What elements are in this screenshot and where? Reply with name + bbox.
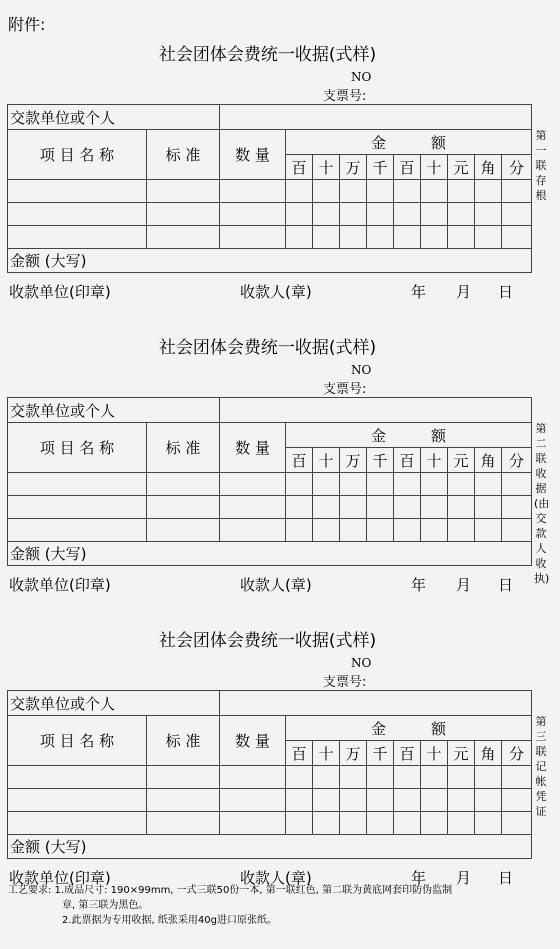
month-label: 月 [456,869,472,887]
table-cell[interactable] [421,789,448,812]
table-cell[interactable] [502,180,532,203]
table-cell[interactable] [502,496,532,519]
table-cell[interactable] [313,226,340,249]
process-note-line-2: 章, 第三联为黑色。 [62,900,149,911]
table-cell[interactable] [286,473,313,496]
receipt-title: 社会团体会费统一收据(式样) [158,338,377,358]
table-cell[interactable] [394,519,421,542]
table-cell[interactable] [421,496,448,519]
table-cell[interactable] [313,766,340,789]
table-cell[interactable] [394,766,421,789]
table-cell[interactable] [340,203,367,226]
year-label: 年 [411,283,427,301]
table-cell[interactable] [8,766,147,789]
table-cell[interactable] [8,203,147,226]
table-cell[interactable] [8,789,147,812]
digit-unit-1: 十 [313,741,340,766]
copy-side-label: 第二联收据(由交款人收执) [534,422,550,585]
table-row [8,789,532,812]
table-cell[interactable] [286,180,313,203]
digit-unit-6: 元 [448,155,475,180]
table-cell[interactable] [448,203,475,226]
table-cell[interactable] [367,473,394,496]
table-cell[interactable] [286,789,313,812]
payer-label: 交款单位或个人 [8,691,220,716]
quantity-header: 数 量 [220,423,286,473]
table-cell[interactable] [8,473,147,496]
digit-unit-4: 百 [394,448,421,473]
table-cell[interactable] [502,766,532,789]
attachment-label: 附件: [8,15,46,34]
table-cell[interactable] [475,473,502,496]
amount-header: 金 额 [286,423,532,448]
receipt-title: 社会团体会费统一收据(式样) [158,631,377,651]
month-label: 月 [456,576,472,594]
payer-label: 交款单位或个人 [8,105,220,130]
payer-field[interactable] [220,398,532,423]
digit-unit-5: 十 [421,448,448,473]
digit-unit-4: 百 [394,741,421,766]
table-cell[interactable] [340,789,367,812]
table-cell[interactable] [286,203,313,226]
table-cell[interactable] [394,496,421,519]
amount-header: 金 额 [286,130,532,155]
table-cell[interactable] [367,766,394,789]
table-cell[interactable] [475,789,502,812]
receipt-table [7,397,532,566]
digit-unit-6: 元 [448,448,475,473]
table-cell[interactable] [286,766,313,789]
table-cell[interactable] [340,519,367,542]
table-cell[interactable] [367,519,394,542]
table-cell[interactable] [394,180,421,203]
table-row [8,766,532,789]
table-row [8,473,532,496]
table-cell[interactable] [394,203,421,226]
table-cell[interactable] [220,766,286,789]
table-cell[interactable] [220,789,286,812]
table-row [8,496,532,519]
table-row [8,226,532,249]
table-cell[interactable] [448,519,475,542]
digit-unit-3: 千 [367,448,394,473]
table-cell[interactable] [475,226,502,249]
table-cell[interactable] [502,226,532,249]
table-cell[interactable] [448,180,475,203]
table-cell[interactable] [367,789,394,812]
digit-unit-5: 十 [421,155,448,180]
day-label: 日 [498,576,514,594]
table-cell[interactable] [220,496,286,519]
table-cell[interactable] [220,203,286,226]
item-name-header: 项 目 名 称 [8,130,147,180]
payer-label: 交款单位或个人 [8,398,220,423]
table-cell[interactable] [394,789,421,812]
receipt-table [7,690,532,859]
table-cell[interactable] [313,789,340,812]
table-cell[interactable] [421,473,448,496]
digit-unit-0: 百 [286,741,313,766]
table-cell[interactable] [8,226,147,249]
digit-unit-8: 分 [502,448,532,473]
standard-header: 标 准 [147,716,220,766]
table-cell[interactable] [313,180,340,203]
table-cell[interactable] [220,226,286,249]
table-cell[interactable] [448,496,475,519]
table-cell[interactable] [448,226,475,249]
digit-unit-1: 十 [313,448,340,473]
table-cell[interactable] [340,180,367,203]
table-cell[interactable] [367,812,394,835]
table-cell[interactable] [286,812,313,835]
table-cell[interactable] [147,473,220,496]
standard-header: 标 准 [147,130,220,180]
table-cell[interactable] [421,226,448,249]
receipt-no-label: NO [351,363,372,377]
table-cell[interactable] [147,812,220,835]
table-row [8,180,532,203]
digit-unit-2: 万 [340,741,367,766]
year-label: 年 [411,576,427,594]
table-cell[interactable] [340,812,367,835]
receipt-form [7,397,531,566]
item-name-header: 项 目 名 称 [8,423,147,473]
digit-unit-7: 角 [475,448,502,473]
quantity-header: 数 量 [220,130,286,180]
receipt-no-label: NO [351,70,372,84]
process-note [8,883,452,928]
digit-unit-4: 百 [394,155,421,180]
table-cell[interactable] [286,519,313,542]
table-cell[interactable] [421,203,448,226]
copy-side-label: 第三联记帐凭证 [535,715,547,818]
table-cell[interactable] [147,519,220,542]
payee-label: 收款人(章) [240,869,312,887]
table-cell[interactable] [475,180,502,203]
table-cell[interactable] [448,812,475,835]
table-cell[interactable] [313,519,340,542]
table-cell[interactable] [475,519,502,542]
digit-unit-0: 百 [286,448,313,473]
table-cell[interactable] [147,766,220,789]
table-cell[interactable] [421,812,448,835]
table-cell[interactable] [340,496,367,519]
digit-unit-6: 元 [448,741,475,766]
table-cell[interactable] [475,203,502,226]
table-cell[interactable] [475,766,502,789]
table-cell[interactable] [147,180,220,203]
digit-unit-2: 万 [340,448,367,473]
table-cell[interactable] [502,812,532,835]
payer-field[interactable] [220,105,532,130]
table-cell[interactable] [421,519,448,542]
table-cell[interactable] [220,812,286,835]
receipt-no-label: NO [351,656,372,670]
receipt-form [7,690,531,859]
quantity-header: 数 量 [220,716,286,766]
table-cell[interactable] [8,519,147,542]
table-cell[interactable] [475,812,502,835]
payee-label: 收款人(章) [240,283,312,301]
standard-header: 标 准 [147,423,220,473]
digit-unit-3: 千 [367,741,394,766]
table-cell[interactable] [394,226,421,249]
month-label: 月 [456,283,472,301]
table-cell[interactable] [220,473,286,496]
payee-label: 收款人(章) [240,576,312,594]
table-cell[interactable] [340,473,367,496]
digit-unit-7: 角 [475,741,502,766]
day-label: 日 [498,283,514,301]
total-amount-label: 金额 (大写) [8,542,532,566]
table-cell[interactable] [147,226,220,249]
table-cell[interactable] [421,180,448,203]
table-cell[interactable] [421,766,448,789]
table-cell[interactable] [367,226,394,249]
table-cell[interactable] [394,473,421,496]
amount-header: 金 额 [286,716,532,741]
table-cell[interactable] [448,789,475,812]
table-cell[interactable] [313,203,340,226]
digit-unit-8: 分 [502,155,532,180]
table-cell[interactable] [286,226,313,249]
table-cell[interactable] [367,496,394,519]
table-cell[interactable] [502,473,532,496]
table-cell[interactable] [367,180,394,203]
table-cell[interactable] [448,473,475,496]
year-label: 年 [411,869,427,887]
process-note-line-1: 工艺要求: 1.成品尺寸: 190×99mm, 一式三联50份一本, 第一联红色, 第二联为黄底网套印防伪监制 [8,885,453,896]
table-row [8,203,532,226]
payer-field[interactable] [220,691,532,716]
table-cell[interactable] [8,180,147,203]
process-note-line-3: 2.此票据为专用收据, 纸张采用40g进口原张纸。 [62,915,277,926]
digit-unit-1: 十 [313,155,340,180]
digit-unit-0: 百 [286,155,313,180]
receipt-form [7,104,531,273]
table-cell[interactable] [313,812,340,835]
receipt-title: 社会团体会费统一收据(式样) [158,45,377,65]
total-amount-label: 金额 (大写) [8,249,532,273]
table-cell[interactable] [147,496,220,519]
day-label: 日 [498,869,514,887]
table-cell[interactable] [394,812,421,835]
payee-unit-label: 收款单位(印章) [9,283,111,301]
table-cell[interactable] [220,519,286,542]
check-number-label: 支票号: [323,675,367,690]
table-cell[interactable] [448,766,475,789]
digit-unit-7: 角 [475,155,502,180]
table-cell[interactable] [220,180,286,203]
table-cell[interactable] [313,473,340,496]
check-number-label: 支票号: [323,382,367,397]
total-amount-label: 金额 (大写) [8,835,532,859]
table-cell[interactable] [475,496,502,519]
digit-unit-3: 千 [367,155,394,180]
table-cell[interactable] [313,496,340,519]
table-cell[interactable] [367,203,394,226]
table-cell[interactable] [502,789,532,812]
table-cell[interactable] [147,789,220,812]
table-cell[interactable] [8,496,147,519]
item-name-header: 项 目 名 称 [8,716,147,766]
table-cell[interactable] [340,226,367,249]
check-number-label: 支票号: [323,89,367,104]
table-cell[interactable] [286,496,313,519]
table-cell[interactable] [502,519,532,542]
copy-side-label: 第一联存根 [535,129,547,202]
receipt-table [7,104,532,273]
digit-unit-8: 分 [502,741,532,766]
table-cell[interactable] [340,766,367,789]
digit-unit-2: 万 [340,155,367,180]
table-cell[interactable] [8,812,147,835]
table-cell[interactable] [147,203,220,226]
table-row [8,519,532,542]
digit-unit-5: 十 [421,741,448,766]
payee-unit-label: 收款单位(印章) [9,576,111,594]
table-cell[interactable] [502,203,532,226]
table-row [8,812,532,835]
payee-unit-label: 收款单位(印章) [9,869,111,887]
